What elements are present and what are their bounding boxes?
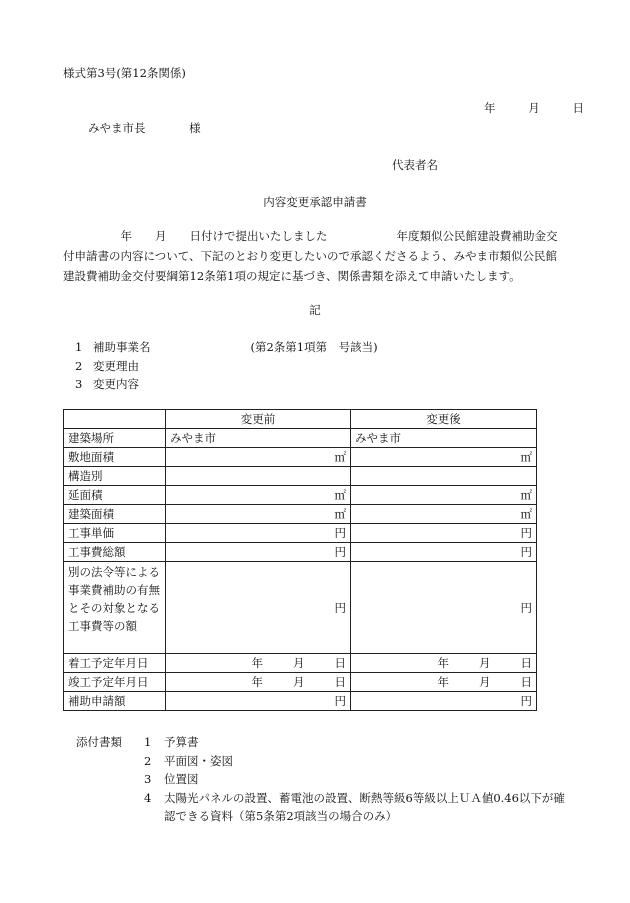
form-number: 様式第3号(第12条関係)	[63, 66, 186, 80]
table-row	[64, 654, 537, 673]
representative-label: 代表者名	[392, 158, 438, 172]
item-list	[75, 338, 378, 394]
after-value	[351, 467, 537, 486]
before-unit: 円	[166, 524, 351, 543]
attachment-continuation-text: 認できる資料（第5条第2項該当の場合のみ）	[164, 809, 398, 823]
attachments	[76, 733, 565, 826]
item-number: 2	[75, 358, 83, 373]
before-unit: ㎡	[166, 486, 351, 505]
body-line: 建設費補助金交付要綱第12条第1項の規定に基づき、関係書類を添えて申請いたします。	[63, 269, 521, 283]
header-before: 変更前	[166, 410, 351, 429]
addressee-name: みやま市長	[88, 121, 146, 135]
attachment-item	[76, 770, 565, 789]
before-value	[166, 467, 351, 486]
row-label: 着工予定年月日	[64, 654, 166, 673]
after-unit: ㎡	[351, 505, 537, 524]
month-label: 月	[528, 101, 540, 115]
attachment-number: 4	[144, 790, 152, 805]
after-value: みやま市	[351, 429, 537, 448]
attachment-continuation	[76, 807, 565, 826]
row-label: 竣工予定年月日	[64, 673, 166, 692]
header-blank	[64, 410, 166, 429]
year-unit: 年	[437, 675, 449, 689]
addressee	[88, 121, 201, 135]
day-unit: 日	[520, 675, 532, 689]
day-unit: 日	[334, 675, 346, 689]
item-reference: (第2条第1項第 号該当)	[250, 340, 378, 354]
document-title: 内容変更承認申請書	[263, 195, 367, 209]
attachment-text: 位置図	[164, 772, 199, 786]
item-label: 変更理由	[93, 358, 139, 373]
month-unit: 月	[293, 656, 305, 670]
row-label: 別の法令等による事業費補助の有無とその対象となる工事費等の額	[64, 562, 166, 654]
body-line: 年 月 日付けで提出いたしました 年度類似公民館建設費補助金交	[63, 229, 558, 243]
day-unit: 日	[334, 656, 346, 670]
row-label: 延面積	[64, 486, 166, 505]
after-date	[351, 654, 537, 673]
before-date	[166, 654, 351, 673]
attachment-number: 1	[144, 735, 152, 749]
row-label: 補助申請額	[64, 692, 166, 711]
before-unit: 円	[166, 543, 351, 562]
before-value: みやま市	[166, 429, 351, 448]
item-number: 3	[75, 377, 83, 391]
header-after: 変更後	[351, 410, 537, 429]
item-number: 1	[75, 340, 83, 354]
row-label: 建築場所	[64, 429, 166, 448]
row-label: 工事単価	[64, 524, 166, 543]
table-row	[64, 448, 537, 467]
body-line: 付申請書の内容について、下記のとおり変更したいので承認くださるよう、みやま市類似公民館	[63, 249, 558, 263]
attachment-number: 2	[144, 753, 152, 768]
attachment-number: 3	[144, 772, 152, 786]
month-unit: 月	[479, 675, 491, 689]
row-label: 敷地面積	[64, 448, 166, 467]
table-row	[64, 467, 537, 486]
year-unit: 年	[251, 675, 263, 689]
after-unit: 円	[351, 524, 537, 543]
table-row	[64, 673, 537, 692]
year-unit: 年	[251, 656, 263, 670]
list-item	[75, 357, 378, 376]
row-label: 建築面積	[64, 505, 166, 524]
item-label: 補助事業名	[93, 340, 151, 354]
table-row	[64, 692, 537, 711]
list-item	[75, 338, 378, 357]
month-unit: 月	[293, 675, 305, 689]
after-unit: ㎡	[351, 448, 537, 467]
ki-heading: 記	[309, 303, 321, 317]
year-unit: 年	[437, 656, 449, 670]
attachment-text: 平面図・姿図	[164, 753, 233, 768]
attachments-label: 添付書類	[76, 735, 122, 749]
after-date	[351, 673, 537, 692]
after-unit: ㎡	[351, 486, 537, 505]
year-label: 年	[484, 101, 496, 115]
attachment-item	[76, 733, 565, 752]
attachment-item	[76, 789, 565, 808]
table-row	[64, 505, 537, 524]
body-paragraph	[63, 226, 573, 286]
table-header-row	[64, 410, 537, 429]
after-unit: 円	[351, 543, 537, 562]
item-label: 変更内容	[93, 377, 139, 391]
table-row	[64, 562, 537, 654]
addressee-honorific: 様	[189, 121, 201, 135]
attachment-item	[76, 752, 565, 771]
row-label: 工事費総額	[64, 543, 166, 562]
day-label: 日	[572, 101, 584, 115]
after-unit: 円	[351, 692, 537, 711]
after-unit: 円	[351, 562, 537, 654]
before-unit: ㎡	[166, 448, 351, 467]
before-unit: 円	[166, 562, 351, 654]
before-unit: 円	[166, 692, 351, 711]
day-unit: 日	[520, 656, 532, 670]
row-label: 構造別	[64, 467, 166, 486]
month-unit: 月	[479, 656, 491, 670]
table-row	[64, 524, 537, 543]
table-row	[64, 543, 537, 562]
table-row	[64, 486, 537, 505]
attachment-text: 太陽光パネルの設置、蓄電池の設置、断熱等級6等級以上ＵＡ値0.46以下が確	[164, 790, 565, 805]
table-row	[64, 429, 537, 448]
list-item	[75, 375, 378, 394]
date-header	[484, 101, 584, 115]
before-unit: ㎡	[166, 505, 351, 524]
before-date	[166, 673, 351, 692]
attachment-text: 予算書	[164, 735, 199, 749]
change-table	[63, 409, 537, 711]
